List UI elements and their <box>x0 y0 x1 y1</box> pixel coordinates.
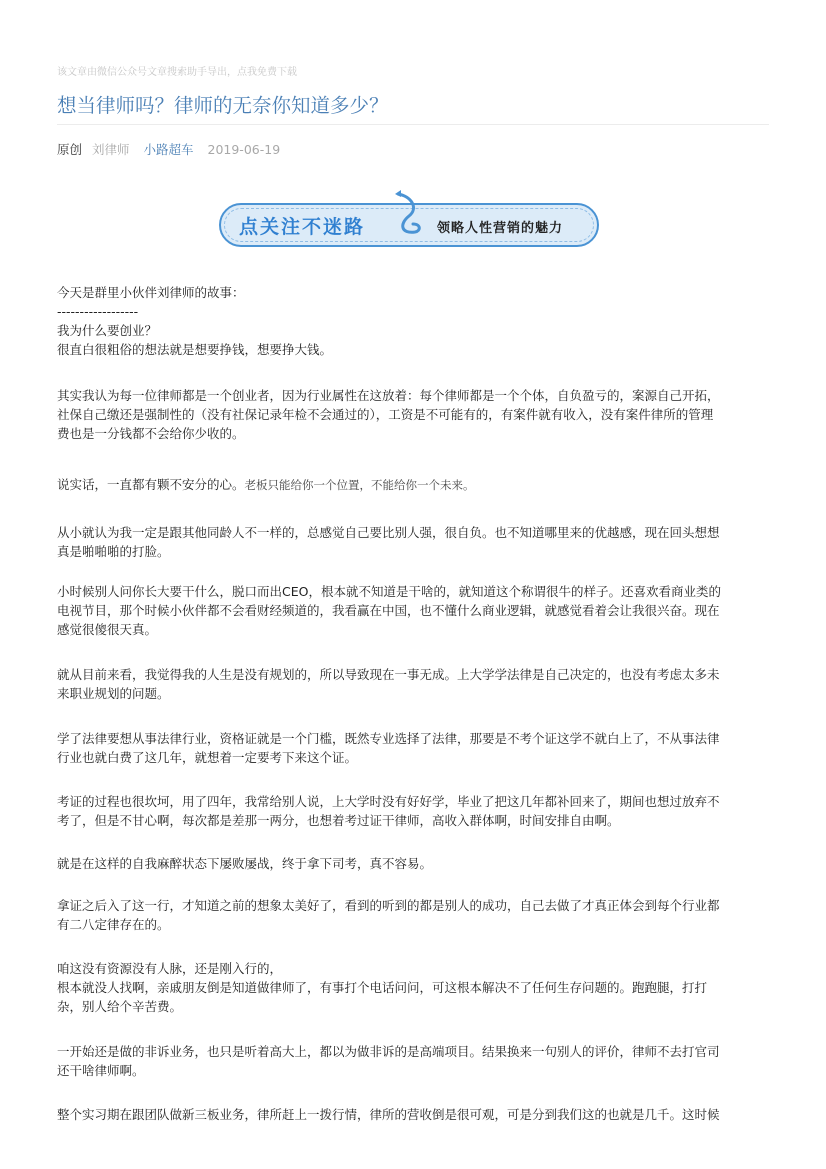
paragraph-line: 考证的过程也很坎坷，用了四年，我常给别人说，上大学时没有好好学，毕业了把这几年都补回来了，期间也想过放弃不 <box>57 794 720 809</box>
paragraph-4 <box>57 582 769 639</box>
paragraph-7 <box>57 792 769 830</box>
paragraph-5 <box>57 665 769 703</box>
paragraph-line: 社保自己缴还是强制性的（没有社保记录年检不会通过的），工资是不可能有的，有案件就有收入，没有案件律所的管理 <box>57 407 714 422</box>
intro-block <box>57 283 769 359</box>
export-note-link[interactable]: 该文章由微信公众号文章搜索助手导出，点我免费下载 <box>57 67 297 78</box>
paragraph-line: 就是在这样的自我麻醉状态下屡败屡战，终于拿下司考，真不容易。 <box>57 856 433 871</box>
paragraph-3 <box>57 523 769 561</box>
paragraph-line: 根本就没人找啊，亲戚朋友倒是知道做律师了，有事打个电话问问，可这根本解决不了任何生存问题的。跑跑腿，打打 <box>57 980 708 995</box>
paragraph-line: 一开始还是做的非诉业务，也只是听着高大上，都以为做非诉的是高端项目。结果换来一句别人的评价，律师不去打官司 <box>57 1044 720 1059</box>
original-tag: 原创 <box>57 142 83 157</box>
paragraph-line: 电视节目，那个时候小伙伴都不会看财经频道的，我看赢在中国，也不懂什么商业逻辑，就感觉看着会让我很兴奋。现在 <box>57 603 720 618</box>
paragraph-line: 就从目前来看，我觉得我的人生是没有规划的，所以导致现在一事无成。上大学学法律是自己决定的，也没有考虑太多未 <box>57 667 720 682</box>
paragraph-9 <box>57 896 769 934</box>
intro-lead: 今天是群里小伙伴刘律师的故事： <box>57 285 245 300</box>
paragraph-line: 感觉很傻很天真。 <box>57 622 158 637</box>
paragraph-line: 考了，但是不甘心啊，每次都是差那一两分，也想着考过证干律师，高收入群体啊，时间安排自由啊。 <box>57 813 620 828</box>
author-name: 刘律师 <box>92 142 130 157</box>
article-meta <box>57 140 280 158</box>
paragraph-2-main: 说实话，一直都有颗不安分的心。 <box>57 477 245 492</box>
paragraph-6 <box>57 729 769 767</box>
paragraph-2-quote: 老板只能给你一个位置，不能给你一个未来。 <box>244 478 475 492</box>
paragraph-line: 杂，别人给个辛苦费。 <box>57 999 183 1014</box>
paragraph-12 <box>57 1105 769 1124</box>
paragraph-line: 还干啥律师啊。 <box>57 1063 145 1078</box>
paragraph-line: 其实我认为每一位律师都是一个创业者，因为行业属性在这放着：每个律师都是一个个体，自负盈亏的，案源自己开拓， <box>57 388 720 403</box>
article-title: 想当律师吗？律师的无奈你知道多少？ <box>57 94 389 117</box>
paragraph-line: 小时候别人问你长大要干什么，脱口而出CEO，根本就不知道是干啥的，就知道这个称谓很牛的样子。还喜欢看商业类的 <box>57 584 721 599</box>
publish-date: 2019-06-19 <box>207 142 281 157</box>
account-link[interactable]: 小路超车 <box>143 142 194 157</box>
paragraph-8 <box>57 854 769 873</box>
paragraph-line: 拿证之后入了这一行，才知道之前的想象太美好了，看到的听到的都是别人的成功，自己去做了才真正体会到每个行业都 <box>57 898 720 913</box>
follow-banner <box>219 186 603 252</box>
paragraph-line: 费也是一分钱都不会给你少收的。 <box>57 426 245 441</box>
banner-slogan-text: 领略人性营销的魅力 <box>437 221 564 236</box>
paragraph-line: 真是啪啪啪的打脸。 <box>57 544 170 559</box>
paragraph-line: 来职业规划的问题。 <box>57 686 170 701</box>
banner-follow-text: 点关注不迷路 <box>239 216 366 238</box>
paragraph-line: 从小就认为我一定是跟其他同龄人不一样的，总感觉自己要比别人强，很自负。也不知道哪里来的优越感，现在回头想想 <box>57 525 720 540</box>
paragraph-line: 行业也就白费了这几年，就想着一定要考下来这个证。 <box>57 750 358 765</box>
paragraph-11 <box>57 1042 769 1080</box>
paragraph-line <box>57 475 769 494</box>
intro-question: 我为什么要创业？ <box>57 323 158 338</box>
paragraph-line: 学了法律要想从事法律行业，资格证就是一个门槛，既然专业选择了法律，那要是不考个证这学不就白上了，不从事法律 <box>57 731 720 746</box>
paragraph-1 <box>57 386 769 443</box>
paragraph-2 <box>57 475 769 494</box>
intro-answer: 很直白很粗俗的想法就是想要挣钱，想要挣大钱。 <box>57 342 333 357</box>
paragraph-line: 整个实习期在跟团队做新三板业务，律所赶上一拨行情，律所的营收倒是很可观，可是分到我们这的也就是几千。这时候 <box>57 1107 720 1122</box>
title-divider <box>57 124 769 125</box>
paragraph-line: 有二八定律存在的。 <box>57 917 170 932</box>
paragraph-line: 咱这没有资源没有人脉，还是刚入行的， <box>57 961 283 976</box>
intro-separator: ------------------ <box>57 304 139 319</box>
paragraph-10 <box>57 959 769 1016</box>
swirl-arrow-icon <box>381 186 431 246</box>
